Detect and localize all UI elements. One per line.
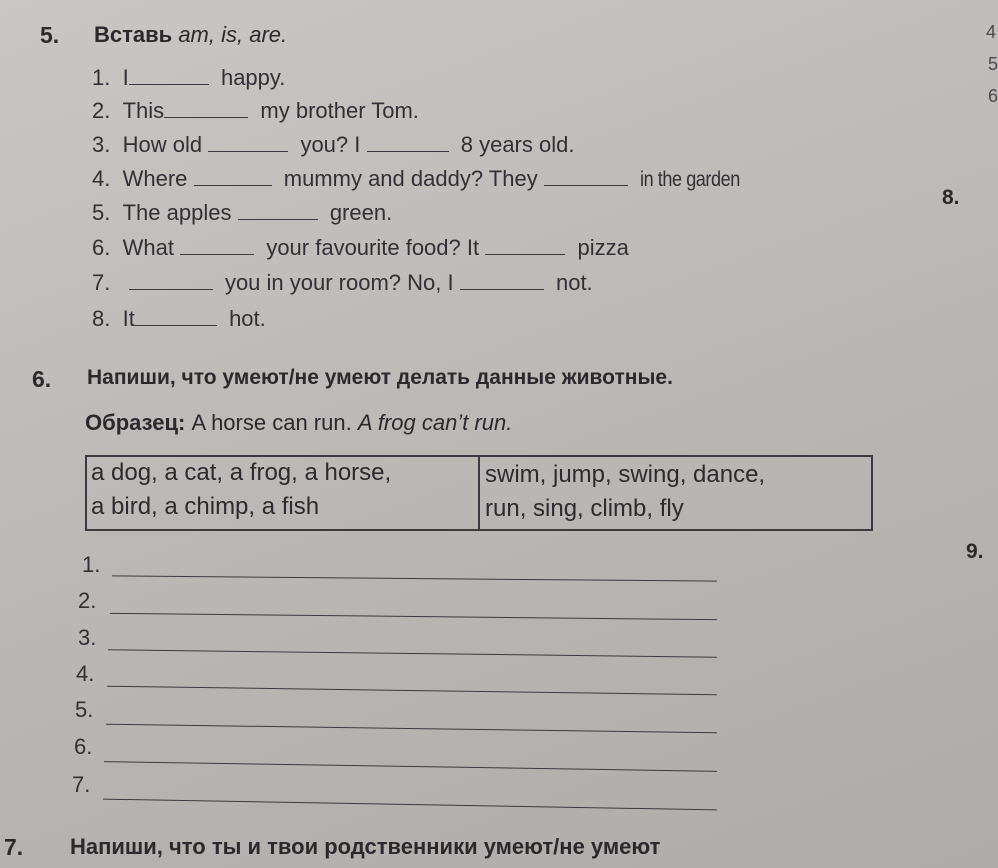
answer-line[interactable] [103, 799, 717, 811]
ex5-item-text: hot. [229, 306, 266, 331]
sample-italic: A frog can’t run. [357, 410, 513, 435]
ex5-item-text: your favourite food? It [266, 235, 480, 260]
ex5-item-8 [92, 306, 266, 332]
ex5-item-text: pizza [577, 235, 629, 260]
answer-blank[interactable] [238, 201, 318, 220]
animals-line-2: a bird, a chimp, a fish [91, 493, 320, 520]
ex5-item-text: happy. [220, 65, 286, 90]
ex5-item-text: 8 years old. [460, 132, 575, 157]
answer-blank[interactable] [460, 271, 544, 290]
exercise-6-sample [85, 410, 512, 436]
ex5-item-text: mummy and daddy? They [283, 166, 538, 191]
ex5-item-num: 7. [92, 270, 111, 295]
edge-char: 6 [988, 86, 998, 106]
animals-line-1: a dog, a cat, a frog, a horse, [91, 459, 392, 486]
word-box-divider [478, 457, 480, 529]
ex5-item-5 [92, 200, 392, 226]
ex5-item-text: you in your room? No, I [224, 270, 454, 295]
answer-line-number: 3. [78, 625, 97, 650]
exercise-5-words: am, is, are. [178, 22, 288, 47]
exercise-5-title [94, 22, 287, 48]
answer-line-number: 7. [72, 772, 91, 797]
answer-blank[interactable] [485, 236, 565, 255]
exercise-6-number: 6. [32, 366, 52, 392]
ex5-item-num: 8. [92, 306, 111, 331]
answer-line-number: 1. [82, 552, 101, 577]
answer-blank[interactable] [544, 167, 628, 186]
ex5-item-text: my brother Tom. [260, 98, 419, 123]
ex5-item-text: you? I [300, 132, 361, 157]
exercise-5-title-text: Вставь [94, 22, 173, 47]
answer-line[interactable] [110, 613, 717, 620]
exercise-6-title: Напиши, что умеют/не умеют делать данные животные. [87, 366, 673, 389]
ex5-item-num: 2. [92, 98, 111, 123]
answer-line-number: 5. [75, 697, 94, 722]
answer-line[interactable] [112, 575, 717, 581]
answer-blank[interactable] [367, 133, 449, 152]
ex5-item-text: green. [329, 200, 393, 225]
answer-line[interactable] [106, 724, 717, 734]
answer-line[interactable] [107, 686, 717, 696]
answer-line-number: 4. [76, 661, 95, 686]
answer-blank[interactable] [208, 133, 288, 152]
edge-char: 4 [986, 22, 997, 42]
exercise-7-number: 7. [4, 834, 24, 860]
ex5-item-text: I [122, 65, 129, 90]
ex5-item-text: in the garden [640, 168, 740, 191]
margin-number-9: 9. [966, 540, 984, 563]
ex5-item-7 [92, 270, 593, 296]
ex5-item-text: This [122, 98, 165, 123]
actions-line-1: swim, jump, swing, dance, [485, 461, 766, 488]
word-box [85, 455, 873, 531]
ex5-item-text: not. [555, 270, 593, 295]
answer-line[interactable] [104, 761, 717, 772]
exercise-7-title: Напиши, что ты и твои родственники умеют/не умеют [70, 834, 661, 859]
margin-number-8: 8. [942, 186, 960, 209]
answer-blank[interactable] [164, 99, 248, 118]
sample-plain: A horse can run. [191, 410, 352, 435]
ex5-item-text: What [122, 235, 174, 260]
ex5-item-text: It [122, 306, 135, 331]
ex5-item-num: 4. [92, 166, 111, 191]
answer-blank[interactable] [129, 271, 213, 290]
ex5-item-num: 5. [92, 200, 111, 225]
answer-blank[interactable] [180, 236, 254, 255]
ex5-item-6 [92, 235, 629, 261]
actions-line-2: run, sing, climb, fly [485, 495, 684, 522]
ex5-item-text: How old [122, 132, 203, 157]
ex5-item-text: The apples [122, 200, 232, 225]
answer-line-number: 6. [74, 734, 93, 759]
ex5-item-4 [92, 166, 756, 192]
sample-label: Образец: [85, 410, 186, 435]
answer-line[interactable] [108, 649, 717, 657]
ex5-item-text: Where [122, 166, 188, 191]
ex5-item-num: 1. [92, 65, 111, 90]
ex5-item-num: 6. [92, 235, 111, 260]
answer-blank[interactable] [194, 167, 272, 186]
answer-line-number: 2. [78, 588, 97, 613]
edge-char: 5 [988, 54, 998, 74]
answer-blank[interactable] [135, 307, 217, 326]
exercise-5-number: 5. [40, 22, 60, 48]
ex5-item-3 [92, 132, 574, 158]
ex5-item-2 [92, 98, 419, 124]
ex5-item-num: 3. [92, 132, 111, 157]
answer-blank[interactable] [129, 66, 209, 85]
ex5-item-1 [92, 65, 285, 91]
